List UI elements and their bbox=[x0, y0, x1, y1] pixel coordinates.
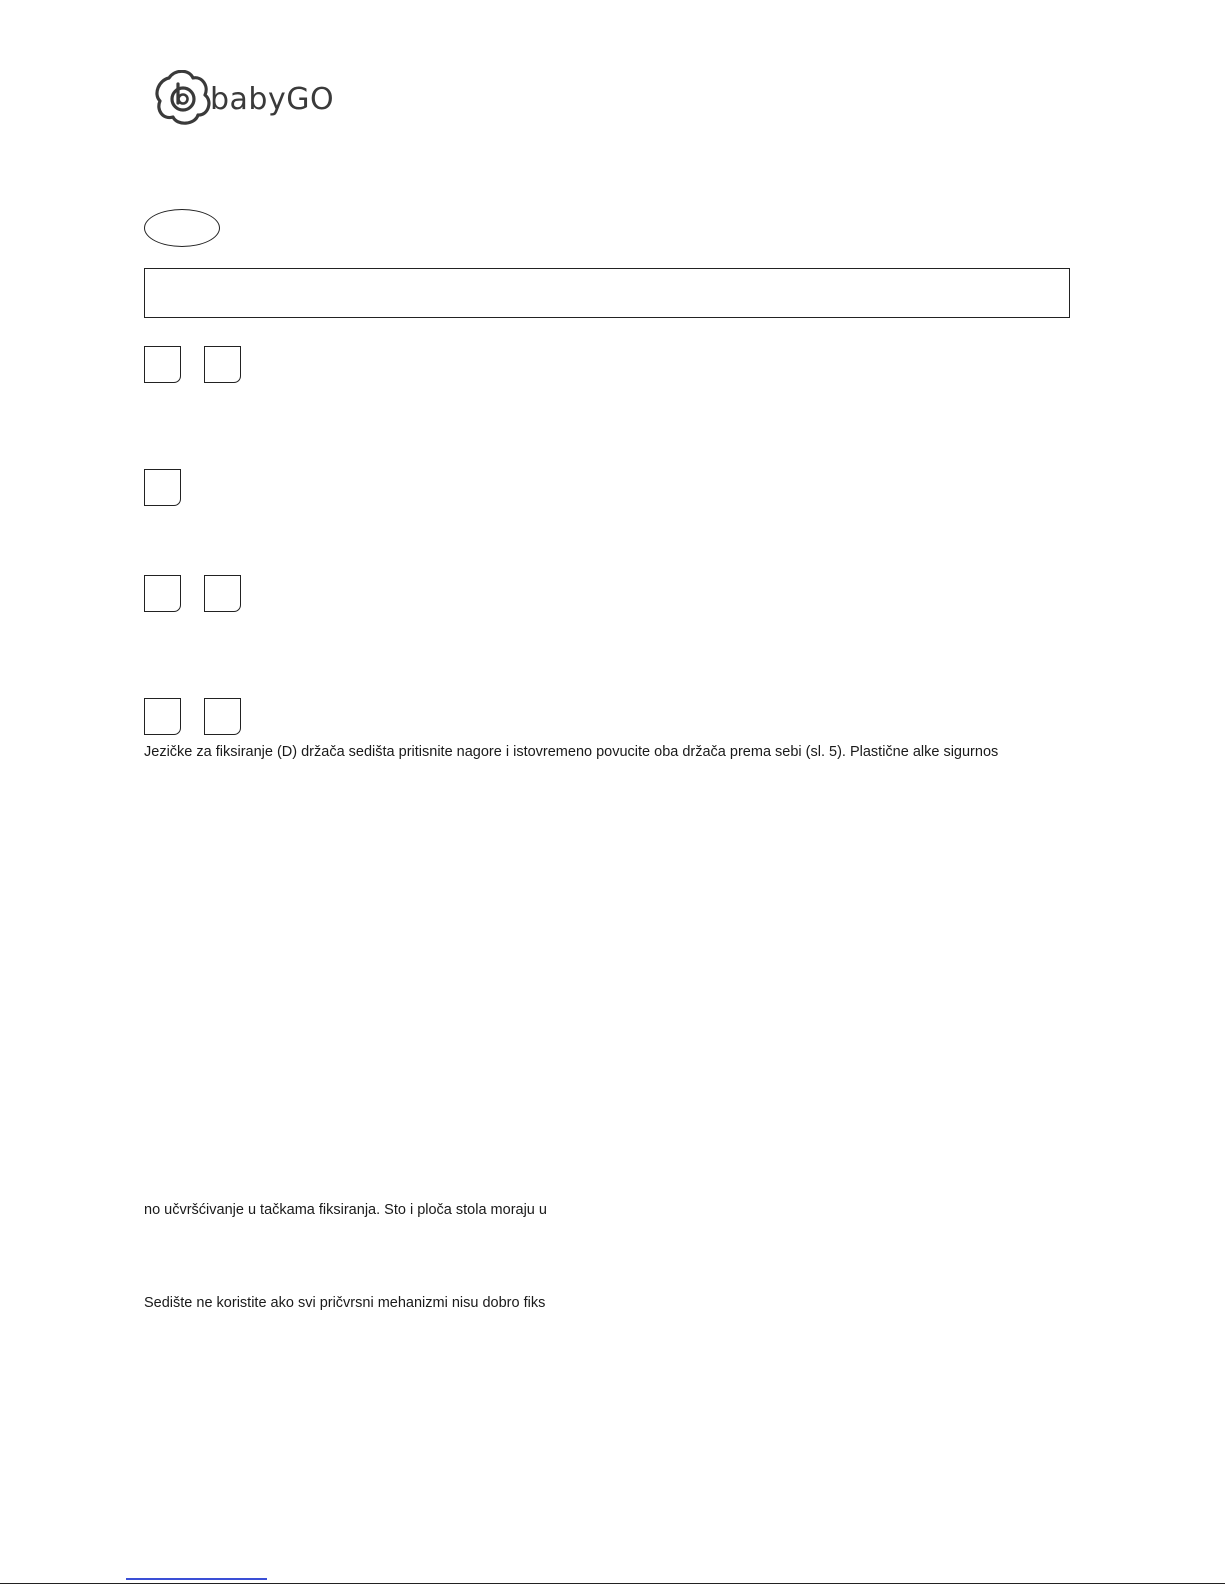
figure-box-5 bbox=[204, 575, 241, 612]
babygo-logo bbox=[155, 70, 350, 126]
figure-box-2 bbox=[204, 346, 241, 383]
instruction-line-2: no učvršćivanje u tačkama fiksiranja. Sto i ploča stola moraju u bbox=[144, 1202, 547, 1218]
figure-box-4 bbox=[144, 575, 181, 612]
figure-box-7 bbox=[204, 698, 241, 735]
instruction-line-3: Sedište ne koristite ako svi pričvrsni mehanizmi nisu dobro fiks bbox=[144, 1295, 546, 1311]
figure-box-6 bbox=[144, 698, 181, 735]
section-title-box bbox=[144, 268, 1070, 318]
footer-link-underline[interactable] bbox=[126, 1578, 267, 1580]
figure-box-3 bbox=[144, 469, 181, 506]
footer-rule bbox=[0, 1583, 1225, 1584]
logo-wordmark: babyGO bbox=[210, 82, 335, 117]
figure-box-1 bbox=[144, 346, 181, 383]
instruction-line-1: Jezičke za fiksiranje (D) držača sedišta pritisnite nagore i istovremeno povucite oba držača prema sebi (sl. 5). Plastične alke sigurnos bbox=[144, 744, 999, 760]
language-badge bbox=[144, 209, 220, 247]
babygo-logo-mark bbox=[155, 70, 350, 126]
